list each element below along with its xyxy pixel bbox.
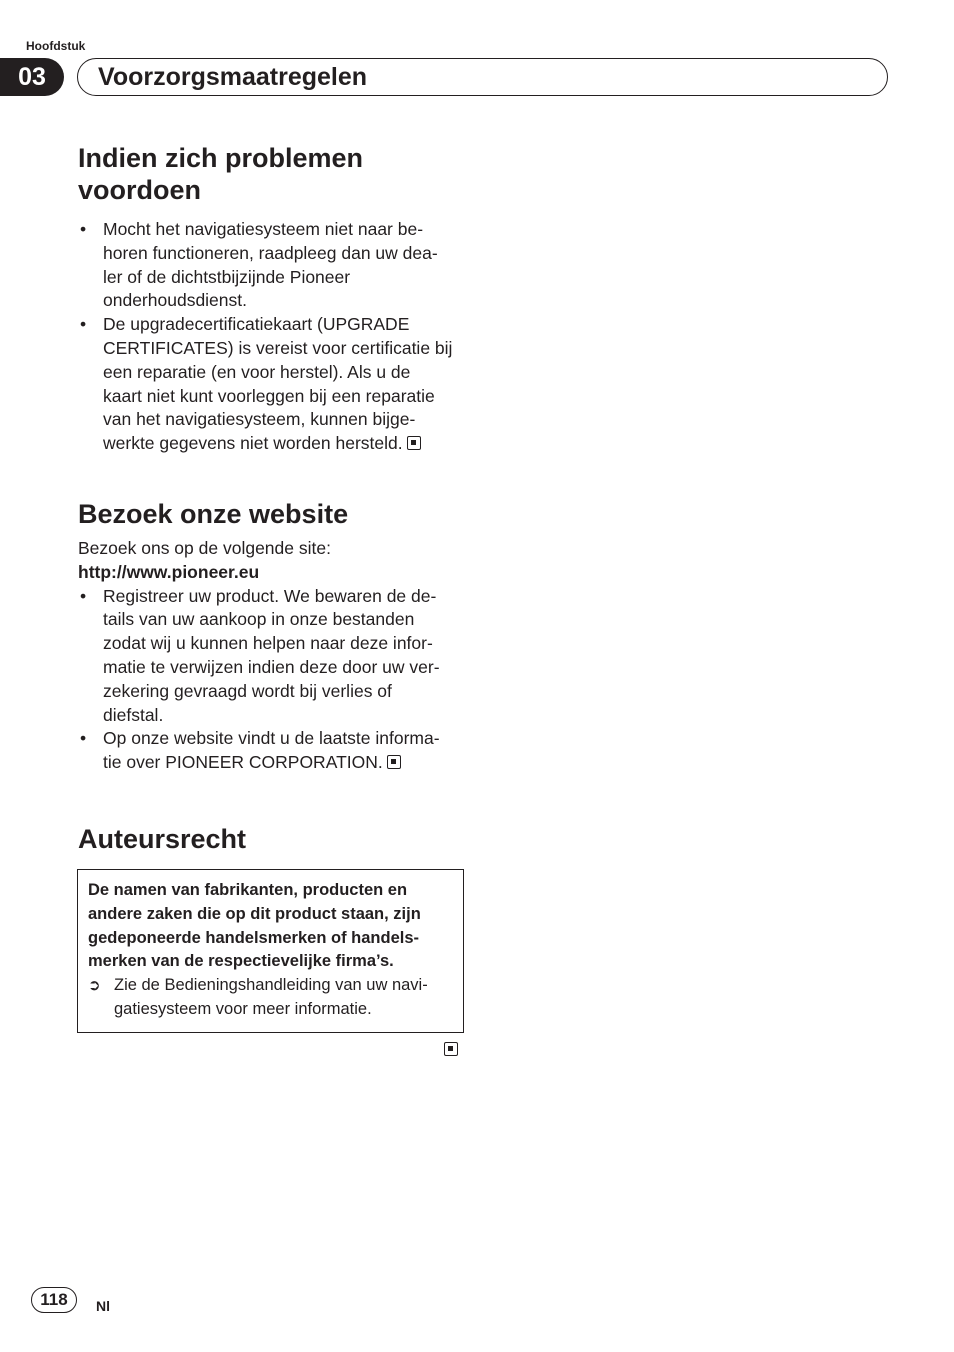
section-problems <box>78 142 464 456</box>
language-code: Nl <box>96 1298 110 1314</box>
end-of-section-icon <box>387 755 401 769</box>
bullet-icon: • <box>80 219 87 239</box>
section-problems-title: Indien zich problemen voordoen <box>78 143 364 205</box>
section-website-title: Bezoek onze website <box>78 499 349 529</box>
arrow-icon: ➲ <box>88 977 101 995</box>
chapter-number-tab: 03 <box>0 58 64 96</box>
list-item: • Registreer uw product. We bewaren de de- tails van uw aankoop in onze bestanden zodat wij u kunnen helpen naar deze infor- matie te verwijzen indien deze door uw ver- zekering gevraagd wordt bij verlies of diefstal. <box>80 585 440 725</box>
end-of-section-icon <box>407 436 421 450</box>
bullet-icon: • <box>80 314 87 335</box>
chapter-title-bar <box>77 58 888 96</box>
chapter-label: Hoofdstuk <box>26 39 86 53</box>
copyright-notice-text: De namen van fabrikanten, producten en andere zaken die op dit product staan, zijn gedeponeerde handelsmerken of handels- merken van de respectievelijke firma’s. <box>88 881 421 971</box>
bullet-icon: • <box>80 728 87 749</box>
problems-bullet-list <box>78 218 464 456</box>
copyright-notice-box <box>77 869 464 1033</box>
bullet-icon: • <box>80 585 87 606</box>
page-number: 118 <box>31 1287 77 1313</box>
chapter-title: Voorzorgsmaatregelen <box>98 62 368 91</box>
website-intro: Bezoek ons op de volgende site: <box>78 538 331 558</box>
end-of-section-icon <box>444 1042 458 1056</box>
copyright-reference-note: ➲ Zie de Bedieningshandleiding van uw navi- gatiesysteem voor meer informatie. <box>88 976 428 1018</box>
website-bullet-list <box>78 585 464 775</box>
website-url: http://www.pioneer.eu <box>78 561 260 582</box>
section-copyright <box>78 823 464 855</box>
list-item: • De upgradecertificatiekaart (UPGRADE CERTIFICATES) is vereist voor certificatie bij een reparatie (en voor herstel). Als u de kaart niet kunt voorleggen bij een reparatie van het navigatiesysteem, kunnen bijge- werkte gegevens niet worden hersteld. <box>80 314 453 454</box>
section-website <box>78 498 464 775</box>
section-copyright-title: Auteursrecht <box>78 824 247 854</box>
list-item: • Mocht het navigatiesysteem niet naar be- horen functioneren, raadpleeg dan uw dea- ler of de dichtstbijzijnde Pioneer onderhoudsdienst. <box>80 219 438 311</box>
list-item: • Op onze website vindt u de laatste informa- tie over PIONEER CORPORATION. <box>80 728 440 773</box>
